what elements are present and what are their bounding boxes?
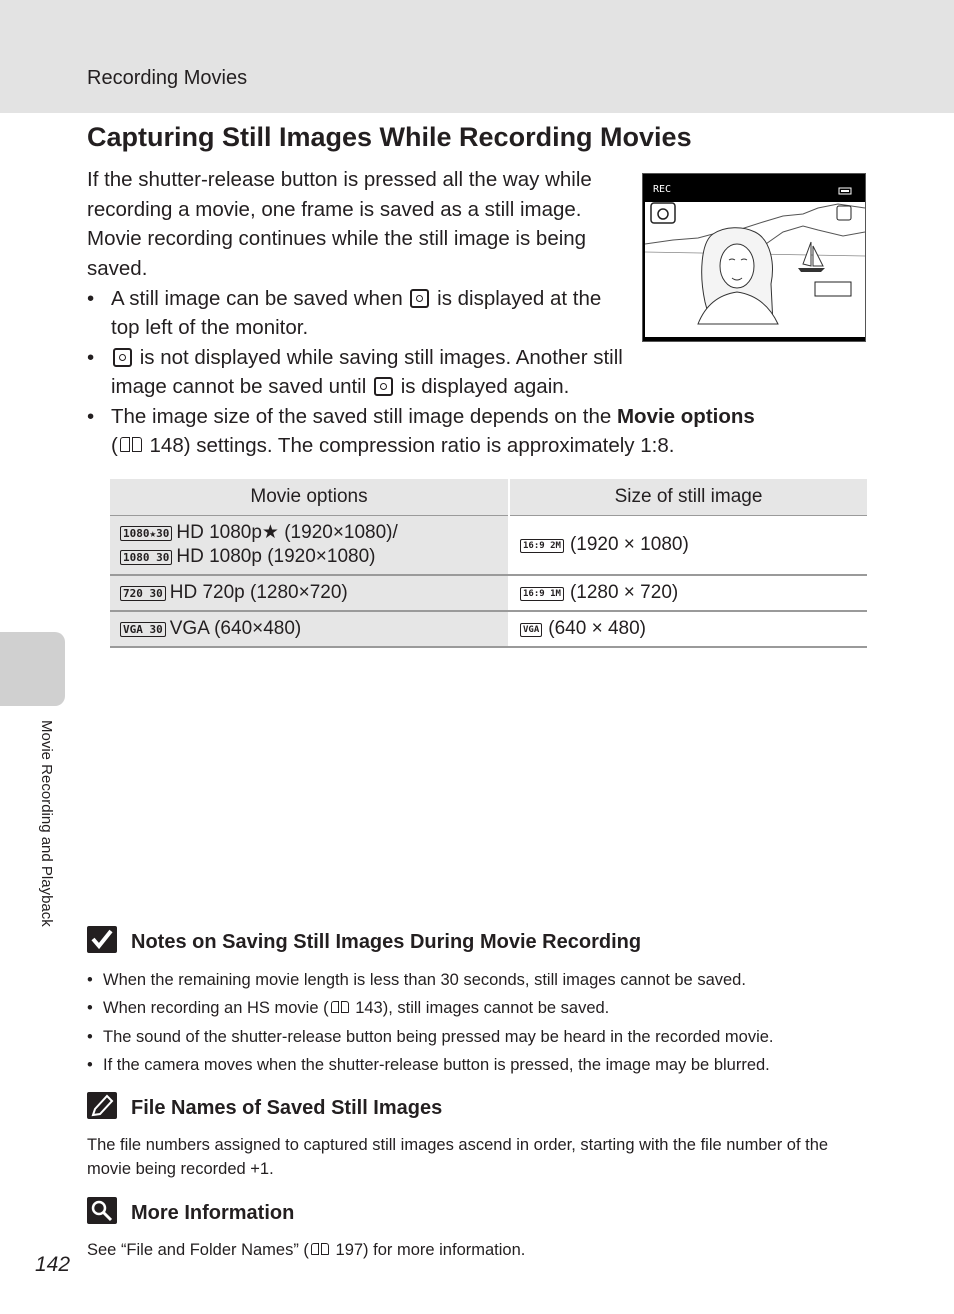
more-info-text-part: 197) for more information. <box>335 1241 526 1259</box>
list-item <box>87 966 867 994</box>
still-size-cell <box>509 516 867 576</box>
bullet-text: is displayed at the top left of the monitor. <box>111 287 602 339</box>
hd-1080p-icon: 1080 30 <box>120 550 172 565</box>
movie-option-text: HD 720p (1280×720) <box>169 582 348 603</box>
note-text: 143), still images cannot be saved. <box>355 999 610 1018</box>
page-number: 142 <box>35 1253 71 1276</box>
checkmark-note-icon <box>87 926 117 953</box>
section-header: Recording Movies <box>87 67 248 89</box>
movie-option-cell <box>110 575 509 611</box>
table-row <box>110 575 867 611</box>
book-reference-icon <box>120 437 142 454</box>
hd-1080p-star-icon: 1080★30 <box>120 526 172 541</box>
bullet-text: The image size of the saved still image depends on the <box>111 405 612 428</box>
list-item <box>87 994 867 1022</box>
intro-paragraph: If the shutter-release button is pressed all the way while recording a movie, one frame is saved as a still image. Movie recording continues while the still image is being saved. <box>87 168 592 280</box>
bullet-text: ( <box>111 433 118 457</box>
pencil-note-icon <box>87 1092 117 1119</box>
image-size-vga-icon: VGA <box>520 623 542 637</box>
bullet-text: is displayed again. <box>400 374 570 398</box>
notes-list <box>87 966 867 1080</box>
notes-heading: Notes on Saving Still Images During Movie Recording <box>131 931 642 953</box>
list-item <box>87 1051 867 1079</box>
table-row <box>110 516 867 576</box>
bullet-text: 148) settings. The compression ratio is approximately 1:8. <box>149 433 675 457</box>
more-info-text-part: See “File and Folder Names” ( <box>87 1241 309 1259</box>
magnifier-note-icon <box>87 1197 117 1224</box>
chapter-label: Movie Recording and Playback <box>38 720 55 927</box>
movie-option-cell <box>110 516 509 576</box>
movie-option-text: VGA (640×480) <box>169 618 302 639</box>
still-size-text: (1280 × 720) <box>569 582 679 603</box>
note-text: When the remaining movie length is less than 30 seconds, still images cannot be saved. <box>103 971 746 989</box>
book-reference-icon <box>311 1243 329 1257</box>
movie-option-cell <box>110 611 509 647</box>
still-size-cell <box>509 611 867 647</box>
bullet-item <box>87 403 867 460</box>
more-info-heading: More Information <box>131 1202 295 1224</box>
header-band <box>0 0 954 113</box>
list-item <box>87 1023 867 1051</box>
book-reference-icon <box>331 1001 349 1015</box>
table-header-row <box>110 479 867 516</box>
bullet-text: A still image can be saved when <box>111 287 403 310</box>
movie-options-table <box>110 479 867 648</box>
movie-option-text: HD 1080p (1920×1080) <box>176 546 376 567</box>
image-size-2m-icon: 16:9 2M <box>520 539 564 553</box>
movie-option-text: HD 1080p★ (1920×1080)/ <box>176 522 398 543</box>
note-text: If the camera moves when the shutter-release button is pressed, the image may be blurred. <box>103 1056 770 1075</box>
note-text: The sound of the shutter-release button being pressed may be heard in the recorded movie. <box>103 1027 774 1046</box>
chapter-tab <box>0 632 65 706</box>
bullet-text: is not displayed while saving still images. Another still image cannot be saved until <box>111 346 623 398</box>
file-names-text: The file numbers assigned to captured still images ascend in order, starting with the file number of the movie being recorded +1. <box>87 1136 829 1178</box>
still-size-text: (640 × 480) <box>548 618 646 639</box>
image-size-1m-icon: 16:9 1M <box>520 587 564 601</box>
note-text: When recording an HS movie ( <box>103 999 329 1018</box>
still-image-icon <box>410 289 429 308</box>
still-size-cell <box>509 575 867 611</box>
table-row <box>110 611 867 647</box>
column-header: Movie options <box>110 479 509 516</box>
page-title: Capturing Still Images While Recording Movies <box>87 122 692 152</box>
bullet-list <box>87 285 867 462</box>
vga-icon: VGA 30 <box>120 622 166 637</box>
hd-720p-icon: 720 30 <box>120 586 166 601</box>
movie-options-term: Movie options <box>616 405 755 428</box>
file-names-heading: File Names of Saved Still Images <box>131 1097 443 1119</box>
remaining-time-readout: [ 17m30s] <box>783 319 856 330</box>
bullet-item <box>87 344 631 401</box>
still-image-icon <box>113 348 132 367</box>
still-image-icon <box>374 377 393 396</box>
more-info-text <box>87 1238 867 1262</box>
column-header: Size of still image <box>509 479 867 516</box>
bullet-item <box>87 285 631 342</box>
still-size-text: (1920 × 1080) <box>569 534 689 555</box>
rec-indicator: REC <box>653 184 672 195</box>
